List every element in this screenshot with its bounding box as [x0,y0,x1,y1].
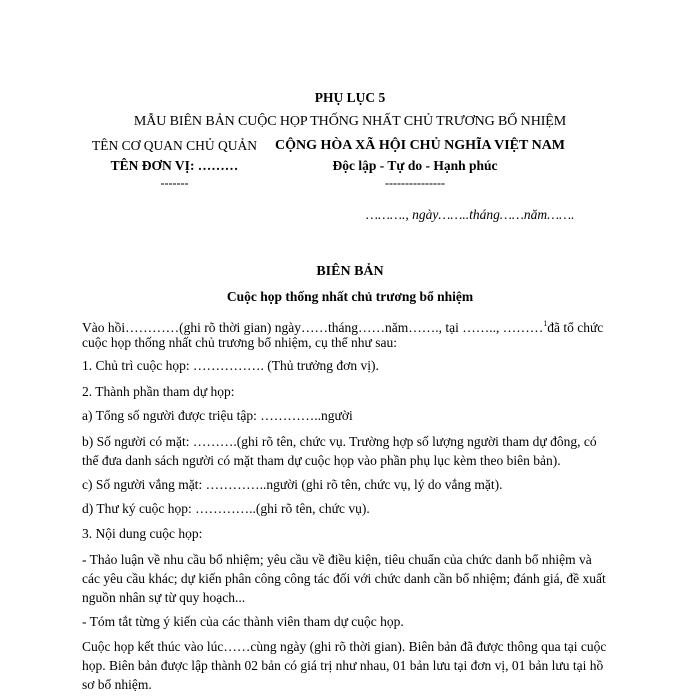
intro-text: Vào hồi…………(ghi rõ thời gian) ngày……tháng……năm……., tại …….., ……… [82,320,544,335]
closing-line-2: họp. Biên bản được lập thành 02 bản có giá trị như nhau, 01 bản lưu tại đơn vị, 01 bản lưu tại hồ [82,658,604,673]
content-bullet-1-line-2: các yêu cầu khác; dự kiến phân công công tác đối với chức danh cần bổ nhiệm; đánh giá, đề xuất [82,571,606,586]
item-absent: c) Số người vắng mặt: …………..người (ghi rõ tên, chức vụ, lý do vắng mặt). [82,477,503,492]
right-divider: --------------- [385,176,445,190]
item-participants: 2. Thành phần tham dự họp: [82,384,235,399]
closing-line-1: Cuộc họp kết thúc vào lúc……cùng ngày (ghi rõ thời gian). Biên bản đã được thông qua tại cuộc [82,639,607,654]
left-divider: ------- [160,176,189,190]
national-title: CỘNG HÒA XÃ HỘI CHỦ NGHĨA VIỆT NAM [275,138,566,153]
item-content: 3. Nội dung cuộc họp: [82,526,203,541]
footnote-marker: 1 [543,319,548,328]
content-bullet-1-line-1: - Thảo luận về nhu cầu bổ nhiệm; yêu cầu về điều kiện, tiêu chuẩn của chức danh bổ nhiệm và [82,552,592,567]
document-title: BIÊN BẢN [316,264,384,279]
agency-name: TÊN CƠ QUAN CHỦ QUẢN [92,138,257,153]
content-bullet-1-line-3: nguồn nhân sự từ quy hoạch... [82,590,246,605]
national-motto: Độc lập - Tự do - Hạnh phúc [332,158,498,173]
intro-text-end: đã tổ chức [547,320,604,335]
item-present-line-2: thể đưa danh sách người có mặt tham dự cuộc họp vào phần phụ lục kèm theo biên bản). [82,453,561,468]
form-title: MẪU BIÊN BẢN CUỘC HỌP THỐNG NHẤT CHỦ TRƯƠNG BỔ NHIỆM [133,114,567,129]
content-bullet-2: - Tóm tắt từng ý kiến của các thành viên tham dự cuộc họp. [82,614,404,629]
item-total-invited: a) Tổng số người được triệu tập: …………..người [82,408,353,423]
intro-line-2: cuộc họp thống nhất chủ trương bổ nhiệm, cụ thể như sau: [82,335,397,350]
item-chair: 1. Chủ trì cuộc họp: ……………. (Thủ trưởng đơn vị). [82,358,379,373]
document-subtitle: Cuộc họp thống nhất chủ trương bổ nhiệm [226,289,474,304]
date-line: ………., ngày……..tháng……năm……. [366,207,575,222]
unit-name: TÊN ĐƠN VỊ: ……… [110,158,239,173]
appendix-title: PHỤ LỤC 5 [314,90,386,105]
item-present-line-1: b) Số người có mặt: ……….(ghi rõ tên, chức vụ. Trường hợp số lượng người tham dự đông, có [82,434,597,449]
item-secretary: d) Thư ký cuộc họp: …………..(ghi rõ tên, chức vụ). [82,501,370,516]
closing-line-3: sơ bổ nhiệm. [82,677,152,692]
